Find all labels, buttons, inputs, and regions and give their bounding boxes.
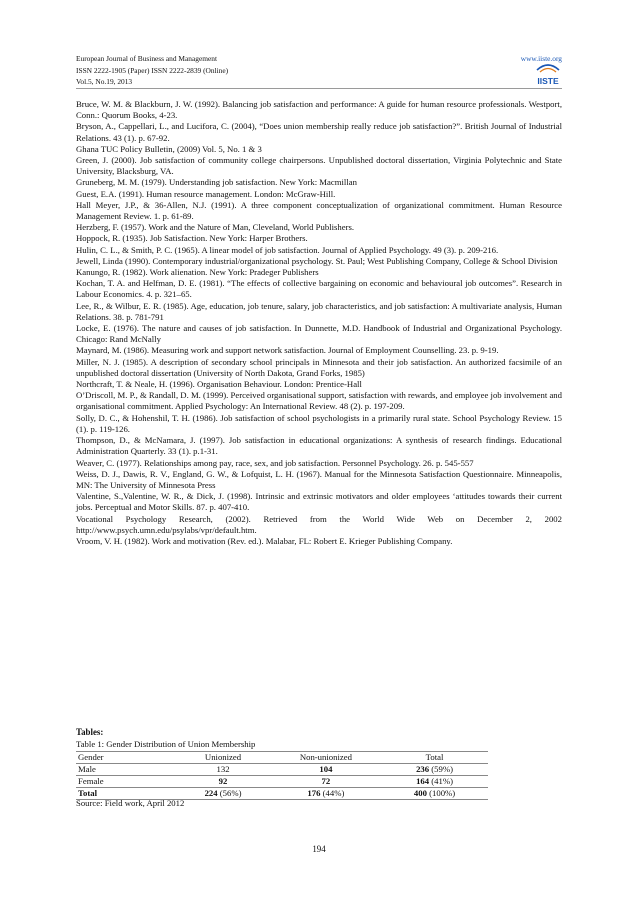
reference-entry: Locke, E. (1976). The nature and causes of job satisfaction. In Dunnette, M.D. Handbook of Industrial and Organizational Psychology. Chicago: Rand McNally [76, 323, 562, 345]
cell-nonunionized: 176 (44%) [271, 788, 381, 800]
reference-entry: Solly, D. C., & Hohenshil, T. H. (1986). Job satisfaction of school psychologists in a primarily rural state. School Psychology Review. 15 (1). p. 119-126. [76, 412, 562, 434]
reference-entry: Thompson, D., & McNamara, J. (1997). Job satisfaction in educational organizations: A synthesis of research findings. Educational Administration Quarterly. 33 (1). p.1-31. [76, 435, 562, 457]
reference-entry: Northcraft, T. & Neale, H. (1996). Organisation Behaviour. London: Prentice-Hall [76, 379, 362, 390]
cell-gender: Total [76, 788, 175, 800]
cell-unionized: 224 (56%) [175, 788, 270, 800]
journal-name: European Journal of Business and Management [76, 54, 218, 63]
reference-entry: Guest, E.A. (1991). Human resource management. London: McGraw-Hill. [76, 188, 336, 199]
reference-entry: Green, J. (2000). Job satisfaction of community college chairpersons. Unpublished doctoral dissertation, Virginia Polytechnic and State University, Blacksburg, VA. [76, 155, 562, 177]
reference-list [76, 99, 562, 547]
cell-total: 164 (41%) [381, 776, 488, 788]
tables-heading: Tables: [76, 727, 104, 737]
cell-unionized: 92 [175, 776, 270, 788]
table-row-male [76, 764, 488, 776]
cell-total: 400 (100%) [381, 788, 488, 800]
volume-line: Vol.5, No.19, 2013 [76, 77, 133, 86]
col-header-gender: Gender [76, 752, 175, 764]
cell-gender: Male [76, 764, 175, 776]
gender-union-table [76, 751, 488, 800]
running-header [76, 53, 562, 88]
reference-entry: Bryson, A., Cappellari, L., and Lucifora, C. (2004), “Does union membership really reduce job satisfaction?”. British Journal of Industrial Relations. 43 (1). p. 67-92. [76, 121, 562, 143]
journal-url-link[interactable]: www.iiste.org [520, 54, 562, 63]
table-source: Source: Field work, April 2012 [76, 798, 185, 808]
reference-entry: Bruce, W. M. & Blackburn, J. W. (1992). Balancing job satisfaction and performance: A guide for human resource professionals. Westport, Conn.: Quorum Books, 4-23. [76, 99, 562, 121]
col-header-nonunionized: Non-unionized [271, 752, 381, 764]
page-number: 194 [312, 844, 326, 854]
reference-entry: Vroom, V. H. (1982). Work and motivation (Rev. ed.). Malabar, FL: Robert E. Krieger Publishing Company. [76, 535, 453, 546]
cell-unionized: 132 [175, 764, 270, 776]
reference-entry: Lee, R., & Wilbur, E. R. (1985). Age, education, job tenure, salary, job characteristics, and job satisfaction: A multivariate analysis, Human Relations. 38. p. 781-791 [76, 300, 562, 322]
issn-line: ISSN 2222-1905 (Paper) ISSN 2222-2839 (Online) [76, 65, 229, 75]
col-header-total: Total [381, 752, 488, 764]
cell-nonunionized: 72 [271, 776, 381, 788]
table-caption: Table 1: Gender Distribution of Union Membership [76, 739, 256, 749]
reference-entry: Kochan, T. A. and Helfman, D. E. (1981). “The effects of collective bargaining on economic and behavioural job outcomes”. Research in Labour Economics. 4. p. 321–65. [76, 278, 562, 300]
cell-nonunionized: 104 [271, 764, 381, 776]
reference-entry: Gruneberg, M. M. (1979). Understanding job satisfaction. New York: Macmillan [76, 177, 357, 188]
table-header-row [76, 752, 488, 764]
reference-entry: Vocational Psychology Research, (2002). Retrieved from the World Wide Web on December 2, 2002 http://www.psych.umn.edu/psylabs/vpr/default.htm. [76, 513, 562, 535]
reference-entry: O’Driscoll, M. P., & Randall, D. M. (1999). Perceived organisational support, satisfaction with rewards, and employee job involvement and organisational commitment. Applied Psychology: An International Review. 48 (2). p. 197-209. [76, 390, 562, 412]
logo-text: IISTE [537, 76, 559, 86]
reference-entry: Herzberg, F. (1957). Work and the Nature of Man, Cleveland, World Publishers. [76, 222, 355, 233]
reference-entry: Valentine, S.,Valentine, W. R., & Dick, J. (1998). Intrinsic and extrinsic motivators and older employees ‘attitudes towards their current jobs. Perceptual and Motor Skills. 87. p. 407-410. [76, 491, 562, 513]
reference-entry: Jewell, Linda (1990). Contemporary industrial/organizational psychology. St. Paul; West Publishing Company, College & School Division [76, 255, 558, 266]
reference-entry: Hoppock, R. (1935). Job Satisfaction. New York: Harper Brothers. [76, 233, 308, 244]
reference-entry: Hulin, C. L., & Smith, P. C. (1965). A linear model of job satisfaction. Journal of Applied Psychology. 49 (3). p. 209-216. [76, 244, 499, 255]
table-row-female [76, 776, 488, 788]
reference-entry: Miller, N. J. (1985). A description of secondary school principals in Minnesota and their job satisfaction. An authorized facsimile of an unpublished doctoral dissertation (University of North Dakota, Grand Forks, 1985) [76, 356, 562, 378]
cell-total: 236 (59%) [381, 764, 488, 776]
reference-entry: Weaver, C. (1977). Relationships among pay, race, sex, and job satisfaction. Personnel Psychology. 26. p. 545-557 [76, 457, 474, 468]
reference-entry: Hall Meyer, J.P., & 36-Allen, N.J. (1991). A three component conceptualization of organizational commitment. Human Resource Management Review. 1. p. 61-89. [76, 199, 562, 222]
col-header-unionized: Unionized [175, 752, 270, 764]
reference-entry: Weiss, D. J., Dawis, R. V., England, G. W., & Lofquist, L. H. (1967). Manual for the Minnesota Satisfaction Questionnaire. Minneapolis, MN: The University of Minnesota Press [76, 468, 562, 490]
iiste-logo-icon [533, 62, 563, 88]
reference-entry: Maynard, M. (1986). Measuring work and support network satisfaction. Journal of Employment Counselling. 23. p. 9-19. [76, 345, 499, 356]
reference-entry: Ghana TUC Policy Bulletin, (2009) Vol. 5, No. 1 & 3 [76, 143, 262, 154]
cell-gender: Female [76, 776, 175, 788]
reference-entry: Kanungo, R. (1982). Work alienation. New York: Pradeger Publishers [76, 267, 319, 278]
header-divider [76, 88, 562, 89]
